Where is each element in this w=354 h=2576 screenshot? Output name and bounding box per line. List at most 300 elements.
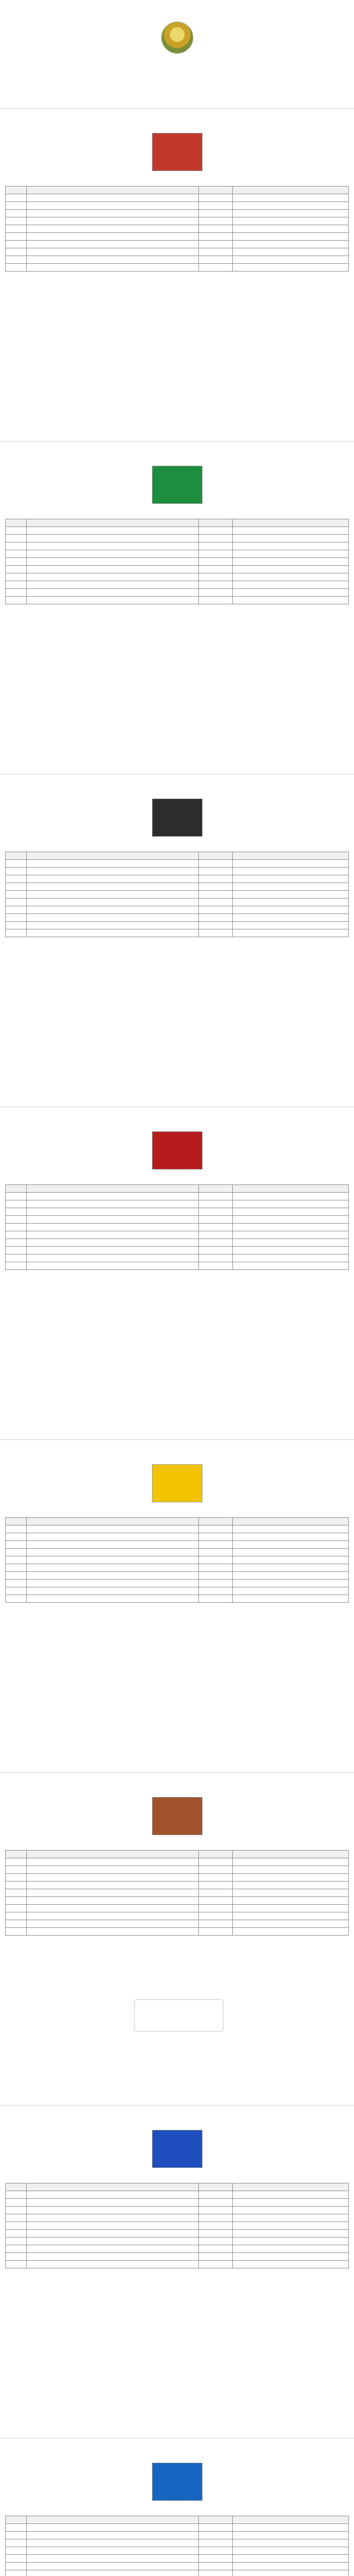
table-cell [26,2563,198,2570]
table-row [6,597,349,604]
table-cell [26,248,198,256]
table-cell [198,2532,232,2539]
table-cell [26,1564,198,1572]
table-cell [6,248,27,256]
table-cell [233,1193,349,1200]
table-cell [6,2191,27,2199]
table-row [6,1231,349,1239]
party-header [0,109,354,186]
table-cell [26,264,198,272]
table-row [6,2245,349,2253]
table-cell [6,1858,27,1866]
table-cell [6,2230,27,2238]
table-cell [6,1595,27,1603]
table-cell [26,210,198,217]
table-cell [6,2238,27,2245]
column-header-address [233,2183,349,2191]
page-watermark [134,1999,224,2032]
table-row [6,2547,349,2555]
table-cell [6,1920,27,1928]
table-row [6,1905,349,1912]
table-cell [26,1216,198,1224]
table-cell [26,883,198,891]
table-row [6,1533,349,1541]
table-cell [6,1882,27,1889]
table-cell [198,581,232,589]
column-header-no [6,1185,27,1193]
column-header-name [26,1851,198,1858]
table-row [6,1247,349,1255]
table-row [6,1526,349,1533]
table-cell [26,2207,198,2214]
table-cell [6,1200,27,1208]
table-cell [198,1193,232,1200]
table-cell [198,248,232,256]
table-cell [6,1247,27,1255]
table-cell [198,1200,232,1208]
table-cell [6,527,27,535]
column-header-sex [198,852,232,860]
table-cell [233,2199,349,2207]
table-cell [6,597,27,604]
table-cell [26,914,198,922]
party-section [0,774,354,1107]
table-cell [26,1262,198,1270]
column-header-no [6,2516,27,2524]
table-cell [26,1866,198,1874]
table-header-row [6,1851,349,1858]
table-cell [6,1874,27,1882]
table-cell [198,1905,232,1912]
column-header-no [6,519,27,527]
table-row [6,1866,349,1874]
table-cell [6,1889,27,1897]
column-header-address [233,187,349,194]
table-cell [26,217,198,225]
table-cell [233,217,349,225]
table-row [6,883,349,891]
table-footnote [0,604,354,612]
table-cell [198,906,232,914]
table-row [6,241,349,248]
table-cell [26,2230,198,2238]
table-cell [198,217,232,225]
table-cell [6,1905,27,1912]
table-row [6,2261,349,2268]
table-cell [198,929,232,937]
table-row [6,1882,349,1889]
table-cell [198,883,232,891]
table-cell [198,264,232,272]
table-row [6,2230,349,2238]
table-cell [6,1897,27,1905]
table-cell [233,1866,349,1874]
column-header-address [233,2516,349,2524]
table-row [6,1928,349,1936]
table-row [6,573,349,581]
table-row [6,248,349,256]
table-cell [26,1239,198,1247]
table-cell [233,543,349,550]
table-cell [233,2532,349,2539]
table-cell [198,1897,232,1905]
table-cell [26,2238,198,2245]
party-sections [0,108,354,2576]
table-cell [233,929,349,937]
column-header-no [6,852,27,860]
table-cell [6,1255,27,1262]
column-header-name [26,2516,198,2524]
table-row [6,558,349,566]
table-row [6,1572,349,1580]
table-cell [233,1564,349,1572]
table-cell [6,264,27,272]
table-cell [6,550,27,558]
party-logo-icon [152,1464,203,1502]
table-cell [26,1905,198,1912]
table-row [6,1208,349,1216]
candidate-table [5,1850,349,1936]
table-cell [233,2563,349,2570]
table-row [6,2253,349,2261]
table-header-row [6,2183,349,2191]
table-cell [233,1247,349,1255]
table-row [6,1595,349,1603]
table-cell [26,2547,198,2555]
table-cell [233,1920,349,1928]
table-row [6,581,349,589]
table-cell [233,1541,349,1549]
table-cell [26,1580,198,1587]
table-cell [26,1208,198,1216]
table-cell [6,883,27,891]
table-row [6,210,349,217]
table-cell [233,558,349,566]
table-cell [6,581,27,589]
table-cell [6,1556,27,1564]
table-cell [198,875,232,883]
table-cell [26,1533,198,1541]
table-cell [6,558,27,566]
table-cell [198,860,232,868]
party-section [0,108,354,441]
table-cell [198,589,232,597]
table-cell [198,1912,232,1920]
table-cell [233,1572,349,1580]
table-row [6,2539,349,2547]
table-cell [233,883,349,891]
table-cell [6,1572,27,1580]
table-cell [6,535,27,543]
table-cell [198,2570,232,2576]
table-cell [233,1874,349,1882]
table-cell [26,891,198,899]
table-footnote [0,272,354,279]
table-cell [6,1216,27,1224]
candidate-table [5,1517,349,1603]
table-cell [6,225,27,233]
table-header-row [6,1185,349,1193]
table-row [6,256,349,264]
table-cell [26,1556,198,1564]
table-cell [6,2207,27,2214]
table-cell [198,2547,232,2555]
table-cell [198,550,232,558]
table-cell [26,1200,198,1208]
table-cell [198,2191,232,2199]
table-cell [198,2261,232,2268]
table-cell [6,1262,27,1270]
table-cell [198,558,232,566]
column-header-sex [198,2516,232,2524]
table-cell [26,573,198,581]
table-header-row [6,2516,349,2524]
table-cell [198,2238,232,2245]
party-section [0,2438,354,2576]
table-cell [26,233,198,241]
table-cell [198,210,232,217]
table-row [6,2214,349,2222]
table-row [6,2191,349,2199]
column-header-address [233,519,349,527]
table-cell [233,210,349,217]
table-cell [6,1231,27,1239]
party-section [0,1439,354,1772]
table-cell [198,543,232,550]
table-cell [6,233,27,241]
table-row [6,217,349,225]
table-cell [198,1208,232,1216]
table-cell [26,1897,198,1905]
table-cell [198,527,232,535]
table-cell [198,1595,232,1603]
party-logo-icon [152,2463,203,2501]
table-row [6,860,349,868]
table-cell [233,1216,349,1224]
table-cell [26,1549,198,1556]
candidate-table [5,2183,349,2268]
table-cell [6,1866,27,1874]
table-cell [26,1928,198,1936]
table-cell [26,1247,198,1255]
table-row [6,1262,349,1270]
table-cell [198,1882,232,1889]
table-row [6,1874,349,1882]
table-cell [233,868,349,875]
table-cell [26,2555,198,2563]
table-cell [233,2245,349,2253]
table-cell [6,2199,27,2207]
table-cell [26,922,198,929]
table-cell [198,2539,232,2547]
table-row [6,527,349,535]
party-section [0,1107,354,1439]
table-cell [26,2245,198,2253]
table-cell [26,241,198,248]
table-header-row [6,187,349,194]
candidate-table [5,2516,349,2576]
table-cell [198,891,232,899]
table-cell [26,860,198,868]
table-cell [6,202,27,210]
column-header-sex [198,187,232,194]
table-cell [198,2555,232,2563]
table-cell [6,2245,27,2253]
table-cell [26,543,198,550]
table-row [6,1580,349,1587]
column-header-no [6,1851,27,1858]
table-cell [26,527,198,535]
candidate-table [5,852,349,937]
table-cell [198,868,232,875]
table-row [6,233,349,241]
party-logo-icon [152,1131,203,1170]
table-cell [198,1224,232,1231]
table-cell [26,1193,198,1200]
table-cell [26,1889,198,1897]
table-cell [6,929,27,937]
table-cell [233,906,349,914]
column-header-name [26,187,198,194]
table-cell [233,1556,349,1564]
table-cell [26,929,198,937]
party-header [0,774,354,852]
table-cell [198,1262,232,1270]
table-cell [26,256,198,264]
column-header-address [233,852,349,860]
column-header-sex [198,1185,232,1193]
table-cell [26,1526,198,1533]
table-footnote [0,937,354,944]
table-row [6,1200,349,1208]
party-section [0,441,354,774]
table-cell [198,1231,232,1239]
table-cell [6,1549,27,1556]
table-cell [198,1247,232,1255]
table-cell [233,1905,349,1912]
party-header [0,1440,354,1517]
table-cell [6,1912,27,1920]
table-cell [233,891,349,899]
column-header-sex [198,519,232,527]
table-cell [233,1239,349,1247]
candidate-table [5,1184,349,1270]
table-cell [26,202,198,210]
table-cell [233,527,349,535]
table-cell [26,597,198,604]
table-cell [198,914,232,922]
table-cell [26,1874,198,1882]
table-cell [198,573,232,581]
table-cell [198,899,232,906]
table-cell [6,2524,27,2532]
table-cell [233,1587,349,1595]
table-cell [198,597,232,604]
table-row [6,1224,349,1231]
party-logo-icon [152,133,203,171]
table-cell [233,1224,349,1231]
table-cell [26,1541,198,1549]
table-cell [26,2199,198,2207]
table-cell [233,1231,349,1239]
table-row [6,1255,349,1262]
table-cell [6,256,27,264]
table-cell [6,1533,27,1541]
table-cell [26,1920,198,1928]
table-cell [26,550,198,558]
table-row [6,264,349,272]
table-cell [6,573,27,581]
table-cell [198,2563,232,2570]
party-logo-icon [152,1797,203,1835]
table-cell [6,860,27,868]
table-cell [198,566,232,573]
table-cell [233,589,349,597]
table-cell [6,194,27,202]
table-row [6,535,349,543]
party-header [0,1773,354,1850]
table-cell [26,558,198,566]
party-header [0,2438,354,2516]
table-row [6,550,349,558]
table-cell [6,1580,27,1587]
table-cell [26,589,198,597]
table-cell [6,2555,27,2563]
table-cell [26,2539,198,2547]
table-cell [198,194,232,202]
table-cell [6,891,27,899]
table-cell [6,868,27,875]
table-cell [6,2547,27,2555]
table-cell [198,2524,232,2532]
table-row [6,194,349,202]
table-cell [26,535,198,543]
table-cell [233,860,349,868]
column-header-name [26,1185,198,1193]
table-cell [198,256,232,264]
table-cell [198,1526,232,1533]
table-cell [198,1572,232,1580]
table-cell [233,581,349,589]
table-cell [6,875,27,883]
party-header [0,2106,354,2183]
table-cell [6,241,27,248]
table-cell [6,2539,27,2547]
table-cell [198,1866,232,1874]
table-row [6,1549,349,1556]
table-cell [233,1889,349,1897]
table-cell [198,1255,232,1262]
table-cell [233,2207,349,2214]
table-cell [233,899,349,906]
table-row [6,225,349,233]
table-cell [26,1882,198,1889]
table-cell [233,1549,349,1556]
table-cell [6,899,27,906]
party-section [0,1772,354,2105]
table-cell [26,2214,198,2222]
table-cell [198,1216,232,1224]
table-cell [233,2230,349,2238]
table-row [6,2563,349,2570]
table-row [6,906,349,914]
table-cell [233,2524,349,2532]
table-cell [233,194,349,202]
table-row [6,2207,349,2214]
party-section [0,2105,354,2438]
table-cell [6,2532,27,2539]
table-cell [233,566,349,573]
